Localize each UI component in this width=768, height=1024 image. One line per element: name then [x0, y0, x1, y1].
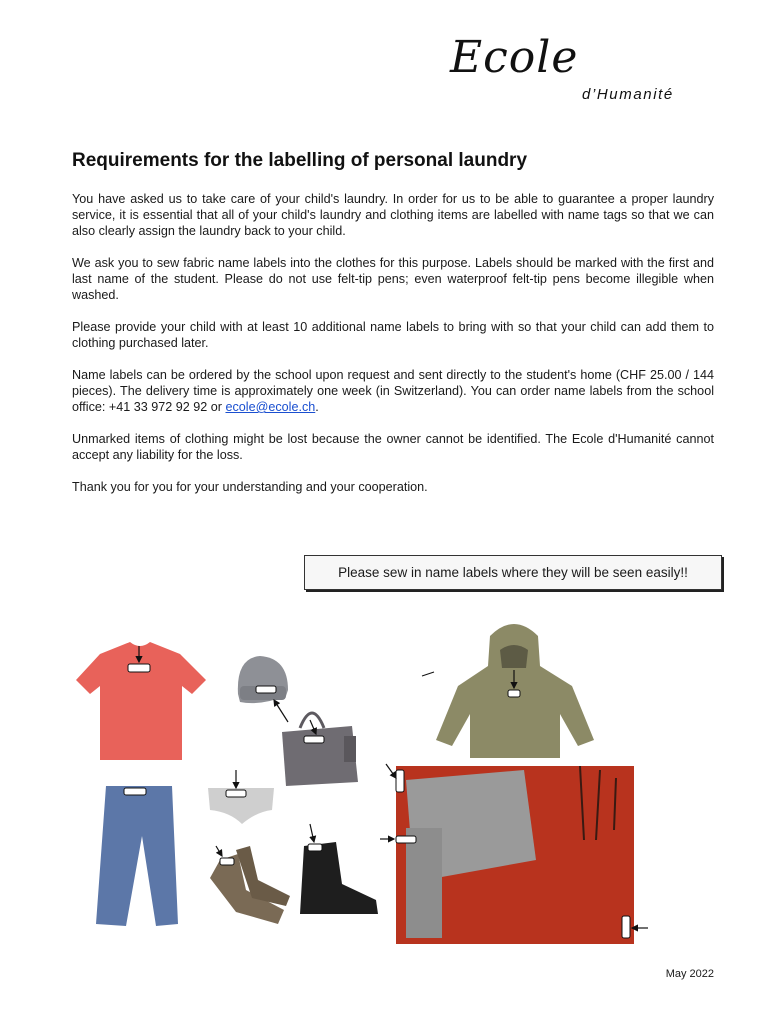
- label-tag: [124, 788, 146, 795]
- document-title: Requirements for the labelling of personal laundry: [72, 150, 528, 171]
- label-tag: [396, 836, 416, 843]
- handbag-illustration: [282, 713, 358, 786]
- paragraph-extra-labels: Please provide your child with at least 10 additional name labels to bring with so that your child can add them to clothing purchased later.: [72, 320, 714, 350]
- ordering-text: Name labels can be ordered by the school upon request and sent directly to the student's home (CHF 25.00 / 144 pieces). The delivery time is approximately one week (in Switzerland). You can order name labels from the school office: +41 33 972 92 92 or: [72, 368, 714, 414]
- label-tag: [308, 844, 322, 851]
- bedding-illustration: [396, 766, 634, 944]
- label-tag: [256, 686, 276, 693]
- email-link[interactable]: ecole@ecole.ch: [225, 400, 316, 414]
- jeans-illustration: [96, 786, 178, 926]
- label-arrow: [216, 846, 222, 856]
- ordering-end: .: [315, 400, 319, 414]
- document-body: [72, 191, 714, 511]
- label-arrow: [310, 824, 314, 842]
- label-tag: [508, 690, 520, 697]
- notice-text: Please sew in name labels where they will be seen easily!!: [338, 565, 688, 580]
- tshirt-illustration: [76, 642, 206, 760]
- label-tag: [304, 736, 324, 743]
- notice-box: [304, 555, 722, 590]
- footer-date: May 2022: [665, 968, 714, 980]
- label-tag: [226, 790, 246, 797]
- boots-illustration: [300, 842, 378, 914]
- beanie-illustration: [238, 656, 288, 703]
- logo-wordmark: Ecole: [450, 32, 579, 83]
- label-tag: [128, 664, 150, 672]
- paragraph-labels: We ask you to sew fabric name labels into the clothes for this purpose. Labels should be marked with the first and last name of the student. Please do not use felt-tip pens; even waterproof felt-tip pens become illegible when washed.: [72, 256, 714, 302]
- label-arrow: [274, 700, 288, 722]
- label-arrow: [422, 672, 434, 676]
- logo-subtitle: d’Humanité: [582, 86, 674, 103]
- laundry-illustration: [60, 610, 720, 950]
- paragraph-thanks: Thank you for you for your understanding and your cooperation.: [72, 480, 428, 494]
- label-arrow: [386, 764, 396, 778]
- label-tag: [622, 916, 630, 938]
- label-tag: [220, 858, 234, 865]
- paragraph-liability: Unmarked items of clothing might be lost because the owner cannot be identified. The Ecole d'Humanité cannot accept any liability for the loss.: [72, 432, 714, 462]
- school-logo: [450, 32, 730, 108]
- paragraph-intro: You have asked us to take care of your child's laundry. In order for us to be able to guarantee a proper laundry service, it is essential that all of your child's laundry and clothing items are labelled with name tags so that we can also clearly assign the laundry back to your child.: [72, 192, 714, 238]
- label-tag: [396, 770, 404, 792]
- paragraph-ordering: [72, 367, 714, 415]
